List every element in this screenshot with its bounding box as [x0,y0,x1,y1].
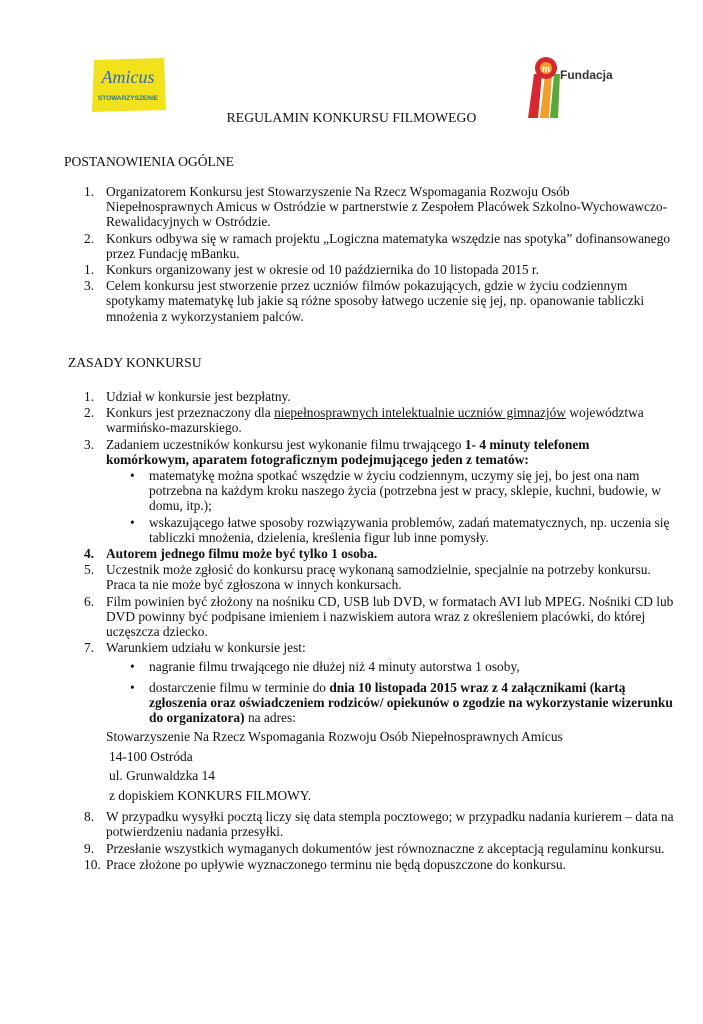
bullet-item [130,515,674,545]
mbank-logo-m: m [541,64,551,74]
bullet-icon: • [130,468,135,484]
document-title: REGULAMIN KONKURSU FILMOWEGO [226,110,477,125]
list-item [84,231,674,261]
address-line: z dopiskiem KONKURS FILMOWY. [109,787,312,803]
item-number: 10. [84,856,101,872]
mbank-logo-text: Fundacja [560,68,613,82]
item-text: Film powinien być złożony na nośniku CD, USB lub DVD, w formatach AVI lub MPEG. Nośniki CD lub DVD powinny być podpisane imieniem i nazwiskiem autora wraz z określeniem placówki, do której uczęszcza dziecko. [106,593,674,640]
address-line: 14-100 Ostróda [109,748,193,764]
item-text: Przesłanie wszystkich wymaganych dokumentów jest równoznaczne z akceptacją regulaminu konkursu. [106,840,665,856]
bullet-item [130,659,674,674]
bullet-item [130,468,674,514]
item-text: Autorem jednego filmu może być tylko 1 osoba. [106,546,378,562]
item-text: Konkurs organizowany jest w okresie od 10 października do 10 listopada 2015 r. [106,262,539,278]
address-line: Stowarzyszenie Na Rzecz Wspomagania Rozwoju Osób Niepełnosprawnych Amicus [106,729,563,745]
item-number: 1. [84,262,95,278]
amicus-logo [88,56,170,114]
list-item [84,594,674,640]
list-item [84,405,674,435]
item-number: 4. [84,546,95,562]
item-text: Udział w konkursie jest bezpłatny. [106,389,291,404]
item-number: 8. [84,809,95,825]
item-number: 1. [84,389,95,404]
bullet-text: na adres: [244,710,296,726]
item-text: województwa warmińsko-mazurskiego. [106,405,644,436]
item-text: Uczestnik może zgłosić do konkursu pracę wykonaną samodzielnie, specjalnie na potrzeby konkursu. Praca ta nie może być zgłoszona w innych konkursach. [106,562,651,593]
item-text: Prace złożone po upływie wyznaczonego terminu nie będą dopuszczone do konkursu. [106,856,566,872]
bullet-text: nagranie filmu trwającego nie dłużej niż 4 minuty autorstwa 1 osoby, [149,659,520,675]
bullet-text: dostarczenie filmu w terminie do [149,679,330,695]
bullet-item [130,680,674,726]
list-item [84,389,674,404]
list-item [84,640,674,805]
item-number: 5. [84,562,95,578]
general-provisions-list [84,184,674,325]
list-item [84,262,674,277]
item-text: Warunkiem udziału w konkursie jest: [106,640,306,656]
item-text: Konkurs jest przeznaczony dla [106,405,275,421]
item-number: 6. [84,593,95,609]
contest-rules-list [84,389,674,873]
address-line: ul. Grunwaldzka 14 [109,768,215,784]
amicus-logo-top-text: Amicus [101,67,155,87]
item-number: 3. [84,436,95,452]
item-number: 3. [84,278,95,294]
item-text: Konkurs odbywa się w ramach projektu „Logiczna matematyka wszędzie nas spotyka” dofinansowanego przez Fundację mBanku. [106,230,671,261]
list-item [84,841,674,856]
list-item [84,857,674,872]
item-number: 1. [84,184,95,199]
item-text: Zadaniem uczestników konkursu jest wykonanie filmu trwającego [106,436,465,452]
list-item [84,184,674,230]
amicus-logo-bottom-text: STOWARZYSZENIE [97,95,159,102]
list-item [84,278,674,324]
bullet-icon: • [130,514,135,530]
section-heading-general: POSTANOWIENIA OGÓLNE [64,154,234,169]
item-text-underlined: niepełnosprawnych intelektualnie uczniów gimnazjów [274,405,566,421]
bullet-text-bold: dnia 10 listopada 2015 wraz z 4 załącznikami (kartą zgłoszenia oraz oświadczeniem rodziców/ opiekunów o zgodzie na wykorzystanie wizerunku do organizatora) [149,679,673,726]
bullet-text: matematykę można spotkać wszędzie w życiu codziennym, uczymy się jej, bo jest ona nam potrzebna na każdym kroku naszego życia (potrzebna jest w pracy, sklepie, kuchni, budowie, w domu, itp.); [149,468,661,514]
postal-address [106,727,674,805]
item-number: 2. [84,405,95,421]
list-item [84,809,674,839]
item-text: W przypadku wysyłki pocztą liczy się data stempla pocztowego; w przypadku nadania kurierem – data na potwierdzeniu nadania przesyłki. [106,809,674,840]
item-text-bold: 1- 4 minuty telefonem komórkowym, aparatem fotograficznym podejmującego jeden z tematów: [106,436,590,467]
list-item [84,437,674,545]
item-text: Organizatorem Konkursu jest Stowarzyszenie Na Rzecz Wspomagania Rozwoju Osób Niepełnosprawnych Amicus w Ostródzie w partnerstwie z Zespołem Placówek Szkolno-Wychowawczo-Rewalidacyjnych w Ostródzie. [106,184,668,230]
item-number: 2. [84,230,95,246]
section-heading-rules: ZASADY KONKURSU [68,355,202,370]
list-item [84,562,674,592]
item-number: 9. [84,840,95,856]
list-item [84,546,674,561]
bullet-text: wskazującego łatwe sposoby rozwiązywania problemów, zadań matematycznych, np. uczenia się tabliczki mnożenia, dzielenia, kreślenia figur lub inne pomysły. [149,514,670,545]
bullet-icon: • [130,659,135,675]
item-text: Celem konkursu jest stworzenie przez uczniów filmów pokazujących, gdzie w życiu codziennym spotykamy matematykę lub jakie są różne sposoby łatwego uczenie się jej, np. opanowanie tabliczki mnożenia z wykorzystaniem palców. [106,278,645,324]
bullet-icon: • [130,679,135,695]
item-number: 7. [84,640,95,656]
